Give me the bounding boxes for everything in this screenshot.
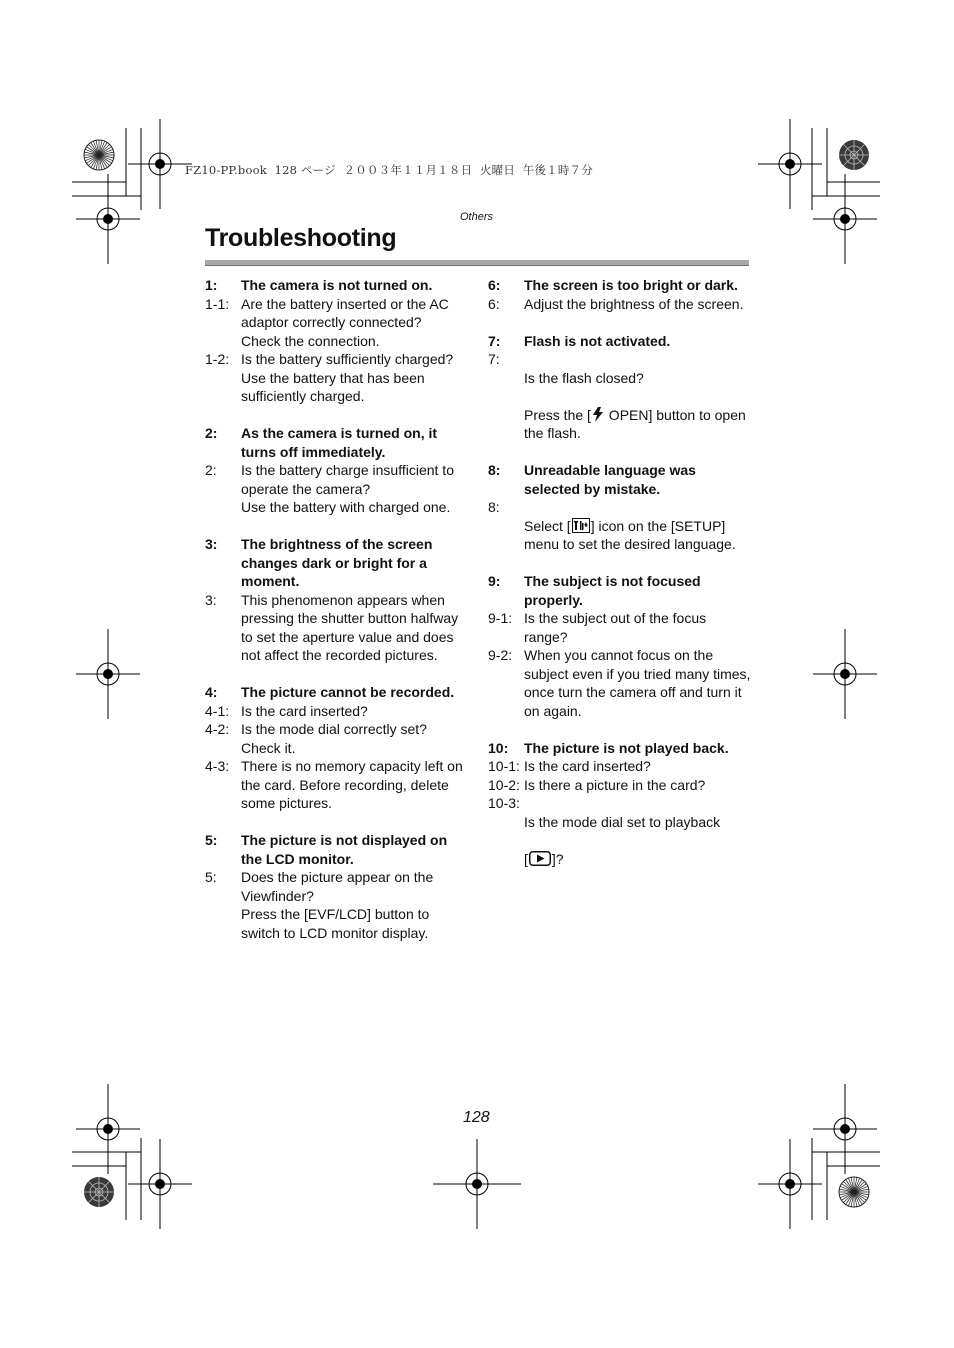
section-number: 6: xyxy=(488,277,501,293)
item-number: 6: xyxy=(488,295,500,312)
section-heading xyxy=(205,535,470,591)
item-number: 10-2: xyxy=(488,776,520,793)
solution-item xyxy=(488,646,753,720)
solution-item xyxy=(488,350,753,443)
item-number: 1-1: xyxy=(205,295,230,312)
section-number: 3: xyxy=(205,536,218,552)
item-text-part: ]? xyxy=(551,850,564,867)
solution-item xyxy=(488,776,753,795)
section-heading-text: The camera is not turned on. xyxy=(241,277,433,293)
item-number: 9-1: xyxy=(488,610,513,626)
item-number: 8: xyxy=(488,499,500,515)
item-text-part: Select [ xyxy=(524,517,571,534)
item-text: Is the mode dial correctly set? Check it. xyxy=(241,721,427,756)
section-number: 2: xyxy=(205,425,218,441)
section-heading xyxy=(488,461,753,498)
section-number: 5: xyxy=(205,832,218,848)
item-text-part: Press the [ xyxy=(524,406,591,423)
item-text-part: ] icon on the [SETUP] menu to set the desired language. xyxy=(524,517,736,552)
item-text-line: Is the flash closed? xyxy=(524,369,644,386)
flash-icon xyxy=(592,407,604,422)
section-number: 4: xyxy=(205,684,218,700)
item-number: 10-1: xyxy=(488,758,520,774)
item-text xyxy=(524,350,753,443)
item-number: 4-2: xyxy=(205,721,230,737)
section-heading xyxy=(488,276,753,295)
section-heading-text: The picture is not displayed on the LCD monitor. xyxy=(241,832,448,867)
trouble-section-7 xyxy=(488,332,753,443)
solution-item xyxy=(205,720,470,757)
item-text-part: [ xyxy=(524,850,528,867)
page-title: Troubleshooting xyxy=(205,224,397,252)
section-number: 7: xyxy=(488,332,501,349)
section-heading-text: The screen is too bright or dark. xyxy=(524,277,738,293)
trouble-section-3 xyxy=(205,535,470,665)
solution-item xyxy=(488,794,753,868)
section-number: 1: xyxy=(205,277,218,293)
item-number: 4-1: xyxy=(205,702,230,719)
solution-item xyxy=(488,498,753,554)
section-heading xyxy=(488,572,753,609)
solution-item xyxy=(205,591,470,665)
trouble-section-6 xyxy=(488,276,753,313)
item-number: 10-3: xyxy=(488,795,520,811)
section-heading-text: Flash is not activated. xyxy=(524,332,671,349)
section-heading-text: The picture is not played back. xyxy=(524,739,729,756)
item-text-line: Is the mode dial set to playback xyxy=(524,813,721,830)
trouble-section-5 xyxy=(205,831,470,942)
section-heading-text: The brightness of the screen changes dark or bright for a moment. xyxy=(241,536,433,589)
solution-item xyxy=(205,757,470,813)
section-heading xyxy=(488,739,753,758)
item-text: There is no memory capacity left on the card. Before recording, delete some pictures. xyxy=(241,758,463,811)
solution-item xyxy=(205,702,470,721)
trouble-section-1 xyxy=(205,276,470,406)
item-text: Is the card inserted? xyxy=(241,702,368,719)
solution-item xyxy=(488,757,753,776)
item-text-part: OPEN] button to open the flash. xyxy=(524,406,746,441)
item-text: Adjust the brightness of the screen. xyxy=(524,295,744,312)
trouble-section-8 xyxy=(488,461,753,554)
section-number: 8: xyxy=(488,462,501,478)
item-number: 9-2: xyxy=(488,647,513,663)
title-rule xyxy=(205,260,749,266)
item-number: 1-2: xyxy=(205,351,230,367)
trouble-section-10 xyxy=(488,739,753,869)
solution-item xyxy=(488,295,753,314)
section-heading xyxy=(205,424,470,461)
right-column xyxy=(488,276,753,887)
item-text: Does the picture appear on the Viewfinder? Press the [EVF/LCD] button to switch to LCD monitor display. xyxy=(241,869,434,941)
item-text xyxy=(524,794,753,868)
page-number: 128 xyxy=(463,1109,490,1126)
solution-item xyxy=(205,461,470,517)
item-text: Is there a picture in the card? xyxy=(524,776,706,793)
print-header: FZ10-PP.book 128 ページ ２００３年１１月１８日 火曜日 午後１時７分 xyxy=(185,163,593,177)
item-text: Is the subject out of the focus range? xyxy=(524,610,707,645)
item-number: 4-3: xyxy=(205,758,230,774)
item-text: Is the card inserted? xyxy=(524,758,651,774)
trouble-section-2 xyxy=(205,424,470,517)
item-text: Are the battery inserted or the AC adaptor correctly connected? Check the connection. xyxy=(241,295,449,349)
playback-icon xyxy=(529,851,551,866)
section-number: 10: xyxy=(488,739,509,756)
item-text: Is the battery sufficiently charged? Use the battery that has been sufficiently charged. xyxy=(241,351,454,404)
section-heading-text: The picture cannot be recorded. xyxy=(241,684,455,700)
solution-item xyxy=(488,609,753,646)
solution-item xyxy=(205,295,470,351)
section-number: 9: xyxy=(488,573,501,589)
item-number: 7: xyxy=(488,351,500,367)
section-heading xyxy=(205,683,470,702)
item-number: 3: xyxy=(205,591,217,608)
trouble-section-9 xyxy=(488,572,753,720)
section-label: Others xyxy=(460,211,494,223)
section-heading-text: As the camera is turned on, it turns off immediately. xyxy=(241,425,438,460)
item-text xyxy=(524,498,753,554)
section-heading xyxy=(205,831,470,868)
trouble-section-4 xyxy=(205,683,470,813)
section-heading-text: The subject is not focused properly. xyxy=(524,573,701,608)
item-text: This phenomenon appears when pressing the shutter button halfway to set the aperture value and does not affect the recorded pictures. xyxy=(241,591,459,663)
language-icon xyxy=(572,518,590,533)
section-heading-text: Unreadable language was selected by mistake. xyxy=(524,462,696,497)
section-heading xyxy=(205,276,470,295)
left-column xyxy=(205,276,470,961)
item-number: 2: xyxy=(205,462,217,478)
section-heading xyxy=(488,332,753,351)
item-number: 5: xyxy=(205,869,217,885)
solution-item xyxy=(205,350,470,406)
item-text: Is the battery charge insufficient to operate the camera? Use the battery with charged one. xyxy=(241,462,454,515)
solution-item xyxy=(205,868,470,942)
item-text: When you cannot focus on the subject even if you tried many times, once turn the camera off and turn it on again. xyxy=(524,647,751,719)
